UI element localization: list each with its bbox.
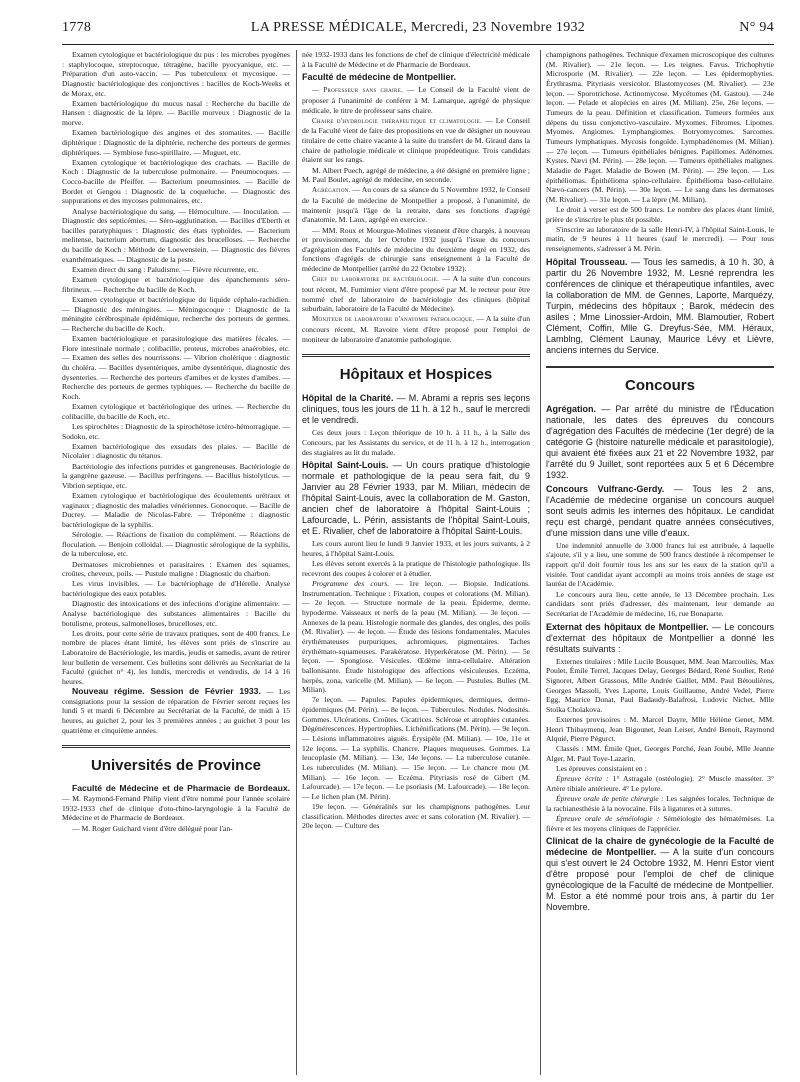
item-heading: Clinicat de la chaire de gynécologie de la Faculté de médecine de Montpellier.	[546, 836, 774, 858]
paragraph: — MM. Roux et Mourgue-Molines viennent d'être chargés, à nouveau et provisoirement, du 1er Octobre 1932 jusqu'à l'issue du concours d'agrégation des Facultés de médecine du deuxième degré en 1932, des fonctions d'agrégés de chirurgie sans enseignement à la Faculté de médecine de Montpellier (arrêté du 22 Octobre 1932).	[302, 225, 530, 274]
item-label: Agrégation.	[312, 186, 351, 195]
paragraph: 19e leçon. — Généralités sur les champignons pathogènes. Leur classification. Méthodes directes avec et sans coloration (M. Rivalier). — 20e leçon. — Culture des	[302, 802, 530, 831]
paragraph	[546, 814, 774, 833]
paragraph: Examen cytologique et bactériologique des urines. — Recherche du colibacille, du bacille de Koch, etc.	[62, 402, 290, 421]
paragraph: Ces deux jours : Leçon théorique de 10 h. à 11 h., à la Salle des Concours, par les Assistants du service, et de 11 h. à 12 h., interrogation des stagiaires au lit du malade.	[302, 428, 530, 457]
heading-trousseau	[546, 257, 774, 356]
bacteriology-list	[62, 50, 290, 687]
paragraph: Externes titulaires : Mlle Lucile Bousquet, MM. Jean Marcouliès, Max Poulet, Émile Terrel, Jacques Delay, Georges Bédard, René Soulier, René Signoret, Albert Grassous, Mlle Andrée Gaillet, MM. Paul Bétoulières, Georges Massoli, Yves Laporte, Louis Guillaume, André Vedel, Pierre Egg, Maurice Donat, Paul Badaudy-Balafrosi, Ludovic Nichet, Mlle Stoïka Cholakova.	[546, 656, 774, 714]
item-heading: Hôpital de la Charité.	[302, 393, 394, 404]
paragraph: Le droit à verser est de 500 francs. Le nombre des places étant limité, prière de s'inscrire le plus tôt possible.	[546, 205, 774, 224]
paragraph: — M. Roger Guichard vient d'être délégué pour l'an-	[72, 823, 233, 833]
paragraph: champignons pathogènes. Technique d'examen microscopique des cultures (M. Rivalier). — 21e leçon. — Les teignes. Favus. Trichophytie Microsporie (M. Rivalier). — 22e leçon. — Les épidermophyties. Érythrasma. Pityriasis versicolor. Blastomycoses (M. Rivalier). — 23e leçon. — Sporotrichose. Actinomycose. Mycétomes (M. Gastou). — 24e leçon. — Pelade et alopécies en aires (M. Milian). 25e, 26e leçons. — Tumeurs de la peau. Définition et classification. Tumeurs formées aux dépens du tissu conjonctivo-vasculaire. Myxomes. Fibromes. Lipomes. Myomes. Angiomes. Lymphangiomes. Botryomycomes. Sarcomes. Tumeurs lymphatiques. Mycosis fongoïde. Lymphadénomes (M. Milian). — 27e leçon. — Tumeurs épithéliales bénignes. Papillomes. Adénomes. Kystes. Nævi (M. Périn). — 28e leçon. — Tumeurs épithéliales malignes. Maladie de Paget. Maladie de Bowen (M. Périn). — 29e leçon. — Les épithéliomas. Épithélioma spino-cellulaire. Épithélioma baso-cellulaire. Nævo-cancers (M. Périn). — 30e leçon. — Le sang dans les dermatoses (M. Rivalier). — 31e leçon. — La lèpre (M. Milian).	[546, 50, 774, 204]
paragraph: Examen bactériologique et parasitologique des matières fécales. — Flore intestinale normale ; colibacille, proteus, microbes anaérobies, etc. — Examen des selles des nourrissons. — Vibrion cholérique : diagnostic du choléra. — Bacilles dysentériques, amibe dysentérique, diagnostic des dysenteries. — Recherche des porteurs d'amibes et de kystes d'amibes. — Recherche des porteurs de germes typhiques. — Recherche du bacille de Koch.	[62, 334, 290, 401]
item-text: — A la suite d'un concours tout récent, M. Fumimier vient d'être proposé par M. le recteur pour être nommé chef de laboratoire de bactériologie des cliniques (hôpital suburbain, laboratoire de la Faculté de Médecine).	[302, 274, 530, 314]
paragraph: Analyse bactériologique du sang. — Hémoculture. — Inoculation. — Diagnostic des septicémies. — Séro-agglutination. — Bacilles d'Eberth et bacilles paratyphiques : Diagnostic des états typhoïdes. — Bacterium melitense, bacterium abortum, diagnostic des brucelloses. — Recherche du bacille de Koch : Méthode de Loewenstein. — Diagnostic des fièvres exanthématiques. — Diagnostic de la peste.	[62, 206, 290, 264]
paragraph: Externes provisoires : M. Marcel Dayre, Mlle Hélène Genet, MM. Henri Thibaymenq, Jean Bigounet, Jean Leiser, André Benoit, Raymond Alquié, Pierre Pégurct.	[546, 714, 774, 744]
paragraph: Examen cytologique et bactériologique du liquide céphalo-rachidien. — Diagnostic des méningites. — Méningocoque : Diagnostic de la méningite cérébrospinale épidémique, recherche des porteurs de germes. — Recherche du bacille de Koch.	[62, 294, 290, 333]
paragraph: Examen bactériologique du mucus nasal : Recherche du bacille de Hansen : diagnostic de la lèpre. — Bacille morveux : Diagnostic de la morve.	[62, 98, 290, 128]
item-label: Épreuve écrite :	[556, 774, 609, 784]
heading-vulfranc-gerdy	[546, 484, 774, 539]
paragraph: Les spirochètes : Diagnostic de la spirochétose ictéro-hémorragique. — Sodoku, etc.	[62, 421, 290, 441]
paragraph	[302, 314, 530, 344]
paragraph: Le concours aura lieu, cette année, le 13 Décembre prochain. Les candidats sont priés d'adresser, dès maintenant, leur demande au Secrétariat de l'Académie de médecine, 16, rue Bonaparte.	[546, 589, 774, 618]
paragraph: Examen direct du sang : Paludisme. — Fièvre récurrente, etc.	[72, 264, 259, 274]
paragraph	[302, 116, 530, 165]
section-title-concours: Concours	[546, 366, 774, 396]
paragraph	[302, 85, 530, 115]
paragraph: Classés : MM. Émile Quet, Georges Porché, Jean Joubé, Mlle Jeanne Alger, M. Paul Toye-Lazarin.	[546, 744, 774, 764]
issue-number: N° 94	[739, 20, 774, 35]
item-heading: Concours Vulfranc-Gerdy.	[546, 483, 665, 494]
paragraph: Dermatoses microbiennes et parasitaires : Examen des squames, croûtes, cheveux, poils. — Pustule maligne : Diagnostic du charbon.	[62, 559, 290, 579]
paragraph: Les virus invisibles. — Le bactériophage de d'Hérelle. Analyse bactériologique des eaux potables.	[62, 579, 290, 599]
paragraph: M. Albert Puech, agrégé de médecine, a été désigné en première ligne ; M. Paul Boulet, agrégé de médecine, en seconde.	[302, 165, 530, 185]
paragraph: 7e leçon. — Papules. Papules épidermiques, dermiques, dermo-épidermiques (M. Périn). — 8e leçon. — Tubercules. Nodules. Nodosités. Gommes. Ulcérations. Croûtes. Cicatrices. Sclérose et atrophies cutanées. Dégénérescences. Hypertrophies. Lichénifications (M. Périn). — 9e leçon. — Lésions inflammatoires aiguës. Érysipèle (M. Milian). — 10e, 11e et 12e leçons. — La syphilis. Chancre. Plaques muqueuses. Gommes. La leucoplasie (M. Milian). — 13e, 14e leçons. — La tuberculose cutanée. Les tuberculides (M. Milian). — 15e leçon. — Le chancre mou (M. Milian). — 16e leçon. — Eczéma. Pityriasis rosé de Gibert (M. Lafourcade). — 17e leçon. — Le psoriasis (M. Lafourcade). — 18e leçon. — Le lichen plan (M. Périn).	[302, 695, 530, 801]
paragraph: Bactériologie des infections putrides et gangreneuses. Bactériologie de la gangrène gazeuse. — Bacillus perfringens. — Bacillus histolyticus. — Vibrion septique, etc.	[62, 461, 290, 490]
item-heading: Agrégation.	[546, 403, 597, 414]
header-rule	[62, 44, 774, 45]
section-title-hopitaux: Hôpitaux et Hospices	[302, 354, 530, 385]
heading-agregation	[546, 404, 774, 481]
page-number: 1778	[62, 20, 92, 35]
journal-title: LA PRESSE MÉDICALE, Mercredi, 23 Novembre 1932	[250, 20, 586, 35]
item-label: Chaire d'hydrologie thérapeutique et climatologie.	[312, 116, 483, 125]
paragraph: Les droits, pour cette série de travaux pratiques, sont de 400 francs. Le nombre de places étant limité, les élèves sont priés de s'inscrire au Laboratoire de Bactériologie, les mardis, jeudis et samedis, avant de retirer leur bulletin de versement. Ces bulletins sont délivrés au Secrétariat de la Faculté (guichet n° 4), les lundis, mercredis et vendredis, de 14 à 16 heures.	[62, 628, 290, 686]
paragraph: Examen cytologique et bactériologique des épanchements séro-fibrineux. — Recherche du bacille de Koch.	[62, 275, 290, 294]
item-label: Épreuve orale de séméiologie :	[556, 814, 660, 824]
item-text: — M. Abrami a repris ses leçons cliniques, tous les jours de 11 h. à 12 h., sauf le mercredi et le vendredi.	[302, 393, 530, 426]
item-text: — Au cours de sa séance du 5 Novembre 1932, le Conseil de la Faculté de médecine de Montpellier a proposé, à l'unanimité, de maintenir jusqu'à l'âge de la retraite, dans ses fonctions d'agrégé d'anatomie, M. Laux, agrégé en exercice.	[302, 185, 530, 225]
item-label: Programme des cours.	[312, 578, 390, 588]
paragraph: Une indemnité annuelle de 3.000 francs lui est attribuée, à laquelle s'ajoute, s'il y a lieu, une somme de 500 francs destinée à récompenser le rapport qu'il doit fournir tous les ans sur les eaux de la station qu'il a visitée. Tout candidat ayant accompli au moins trois années de stage est lauréat de l'Académie.	[546, 540, 774, 589]
paragraph: S'inscrire au laboratoire de la salle Henri-IV, à l'hôpital Saint-Louis, le matin, de 9 heures à 11 heures (sauf le mercredi). — Pour tous renseignements, s'adresser à M. Périn.	[546, 224, 774, 254]
item-label: Épreuve orale de petite chirurgie :	[556, 794, 664, 804]
heading-saint-louis	[302, 460, 530, 537]
column-left	[62, 50, 290, 1075]
bordeaux-item	[62, 784, 290, 823]
item-text: — Le concours d'externat des hôpitaux de Montpellier a donné les résultats suivants :	[546, 621, 774, 654]
paragraph: Sérologie. — Réactions de fixation du complément. — Réactions de floculation. — Benjoin colloïdal. — Diagnostic sérologique de la syphilis, de la tuberculose, etc.	[62, 530, 290, 559]
paragraph: Les élèves seront exercés à la pratique de l'histologie pathologique. Ils recevront des coupes à colorer et à étudier.	[302, 559, 530, 578]
item-text: Les saignées locales. Technique de la rachianesthésie à la novocaïne. Fils à ligatures et à sutures.	[546, 794, 774, 813]
item-heading: Externat des hôpitaux de Montpellier.	[546, 621, 709, 632]
paragraph: Examen cytologique et bactériologique du pus : les microbes pyogènes : staphylocoque, streptocoque, tétragène, bacille pyocyanique, etc. — Préparation d'un auto-vaccin. — Pus tuberculeux et mycosique. — Diagnostic bactériologique des conjonctives : bacilles de Koch-Weeks et de Morax, etc.	[62, 50, 290, 98]
item-text: 1° Astragale (ostéologie). 2° Muscle masséter. 3° Artère tibiale antérieure. 4° Le pylore.	[546, 774, 774, 794]
item-text: — Les consignations pour la session de réparation de Février seront reçues les lundi 5 et mardi 6 Décembre au Secrétariat de la Faculté, de midi à 15 heures, au guichet 2, pour les 3 premières années ; au guichet 3 pour les quatrième et cinquième années.	[62, 687, 290, 735]
paragraph: Les épreuves consistaient en :	[556, 764, 647, 774]
paragraph: Diagnostic des intoxications et des infections d'origine alimentaire. — Analyse bactériologique des substances alimentaires : Bacille du botulisme, proteus, salmonelloses, brucelloses, etc.	[62, 599, 290, 628]
item-text: — M. Raymond-Fernand Philip vient d'être nommé pour l'année scolaire 1932-1933 chef de clinique d'oto-rhino-laryngologie à la Faculté de Médecine et de Pharmacie de Bordeaux.	[62, 794, 290, 823]
paragraph: Les cours auront lieu le lundi 9 Janvier 1933, et les jours suivants, à 2 heures, à l'hôpital Saint-Louis.	[302, 539, 530, 558]
item-label: — Professeur sans chaire.	[312, 86, 403, 95]
column-divider-2	[540, 50, 541, 1075]
paragraph: Examen cytologique et bactériologique des crachats. — Bacille de Koch : Diagnostic de la tuberculose pulmonaire. — Pneumocoques. — Cocco-bacille de Pfeiffer. — Bacterium pneumosintes. — Bacille de Bordet et Gengou : Diagnostic de la coqueluche. — Diagnostic des suppurations et des mycoses pulmonaires, etc.	[62, 157, 290, 206]
heading-externat	[546, 622, 774, 655]
nouveau-regime-item	[62, 687, 290, 735]
item-label: Moniteur de laboratoire d'anatomie pathologique.	[312, 315, 475, 324]
column-right	[546, 50, 774, 1075]
column-divider-1	[296, 50, 297, 1075]
item-text: — Un cours pratique d'histologie normale et pathologique de la peau sera fait, du 9 Janvier au 28 Février 1933, par M. Milian, médecin de l'hôpital Saint-Louis, avec la collaboration de M. Gaston, ancien chef de laboratoire à l'hôpital Saint-Louis ; Lafourcade, L. Périn, assistants de l'hôpital Saint-Louis, et E. Rivalier, chef de laboratoire à l'hôpital Saint-Louis.	[302, 460, 530, 537]
item-heading: Hôpital Trousseau.	[546, 256, 628, 267]
item-text: — Tous les 2 ans, l'Académie de médecine organise un concours auquel sont seuls admis les internes des hôpitaux. Le candidat reçu est chargé, pendant quatre années consécutives, d'une mission dans une ville d'eaux.	[546, 483, 774, 538]
item-text: Séméiologie des hématémèses. La fièvre et les moyens cliniques de l'apprécier.	[546, 814, 774, 833]
item-heading: Nouveau régime. Session de Février 1933.	[72, 686, 261, 697]
item-label: Chef du laboratoire de bactériologie.	[312, 275, 440, 284]
item-text: — A la suite d'un concours récent, M. Ravoire vient d'être proposé pour l'emploi de moniteur de laboratoire d'anatomie pathologique.	[302, 314, 530, 344]
paragraph	[546, 794, 774, 813]
paragraph	[546, 774, 774, 793]
item-text: — Le Conseil de la Faculté vient de faire des propositions en vue de désigner un nouveau titulaire de cette chaire vacante à la suite du transfert de M. Giraud dans la chaire de pathologie médicale et clinique propédeutique. Trois candidats étaient sur les rangs.	[302, 115, 530, 165]
heading-charite	[302, 393, 530, 426]
item-heading: Faculté de Médecine et de Pharmacie de Bordeaux.	[72, 783, 290, 794]
paragraph: née 1932-1933 dans les fonctions de chef de clinique d'électricité médicale à la Faculté de Médecine et de Pharmacie de Bordeaux.	[302, 50, 530, 69]
heading-gynecologie	[546, 836, 774, 913]
item-text: — A la suite d'un concours qui s'est ouvert le 24 Octobre 1932, M. Henri Estor vient d'être proposé pour l'emploi de chef de clinique gynécologique de la Faculté de médecine de Montpellier. M. Estor a été nommé pour trois ans, à partir du 1er Novembre.	[546, 847, 774, 913]
paragraph: Examen bactériologique des exsudats des plaies. — Bacille de Nicolaïer : diagnostic du tétanos.	[62, 441, 290, 461]
heading-montpellier: Faculté de médecine de Montpellier.	[302, 72, 457, 83]
paragraph: Examen bactériologique des angines et des stomatites. — Bacille diphtérique : Diagnostic de la diphtérie, recherche des porteurs de germes diphtériques. — Symbiose fuso-spirillaire. — Muguet, etc.	[62, 128, 290, 157]
item-heading: Hôpital Saint-Louis.	[302, 460, 389, 471]
column-middle	[302, 50, 530, 1075]
paragraph	[302, 274, 530, 314]
item-text: — Tous les samedis, à 10 h. 30, à partir du 26 Novembre 1932, M. Lesné reprendra les conférences de clinique et thérapeutique infantiles, avec la collaboration de MM. de Gennes, Laporte, Marquézy, Turpin, médecins des hôpitaux ; Barok, médecin des asiles ; Mme Linossier-Ardoin, MM. Blamoutier, Robert Clément, Coffin, Mlle G. Dreyfus-Sée, MM. Héraux, Lamblng, Clément Launay, Maurice Lévy et Lièvre, anciens internes du Service.	[546, 256, 774, 355]
page-header	[62, 16, 774, 38]
item-text: — 1re leçon. — Biopsie. Indications. Instrumentation. Technique : Fixation, coupes et colorations (M. Milian). — 2e leçon. — Structure normale de la peau. Épiderme, derme, hypoderme. Vaisseaux et nerfs de la peau (M. Milian). — 3e leçon. — Annexes de la peau. Histologie normale des glandes, des ongles, des poils (M. Rivalier). — 4e leçon. — Étude des lésions fondamentales. Macules érythémateuses purpuriques, achromiques, pigmentaires. Taches érythémato-squameuses. Parakératose. Hyperkératose (M. Périn). — 5e leçon. — Spongiose. Vésicules. Œdème intra-cellulaire. Altération ballonisante. Étude histologique des affections vésiculeuses. Eczéma, herpès, zona, varicelle (M. Milian). — 6e leçon. — Pustules. Bulles (M. Milian).	[302, 578, 530, 695]
paragraph: Examen cytologique et bactériologique des écoulements urétraux et vaginaux ; diagnostic des maladies vénériennes. Gonocoque. — Bacille de Ducrey. — Maladie de Nicolas-Fabre. — Tréponème : diagnostic bactériologique de la syphilis.	[62, 491, 290, 529]
paragraph	[302, 185, 530, 225]
section-title-universites: Universités de Province	[62, 745, 290, 776]
item-text: — Par arrêté du ministre de l'Éducation nationale, les dates des épreuves du concours d'agrégation des Facultés de médecine (1er degré) de la catégorie G (histoire naturelle médicale et parasitologie), qui avaient été fixées aux 21 et 22 Novembre 1932, par l'arrêté du 9 Juillet, sont reportées aux 5 et 6 Décembre 1932.	[546, 403, 774, 480]
paragraph	[302, 579, 530, 695]
item-text: — Le Conseil de la Faculté vient de proposer à l'unanimité de conférer à M. Lamarque, agrégé de physique médicale, le titre de professeur sans chaire.	[302, 85, 530, 115]
